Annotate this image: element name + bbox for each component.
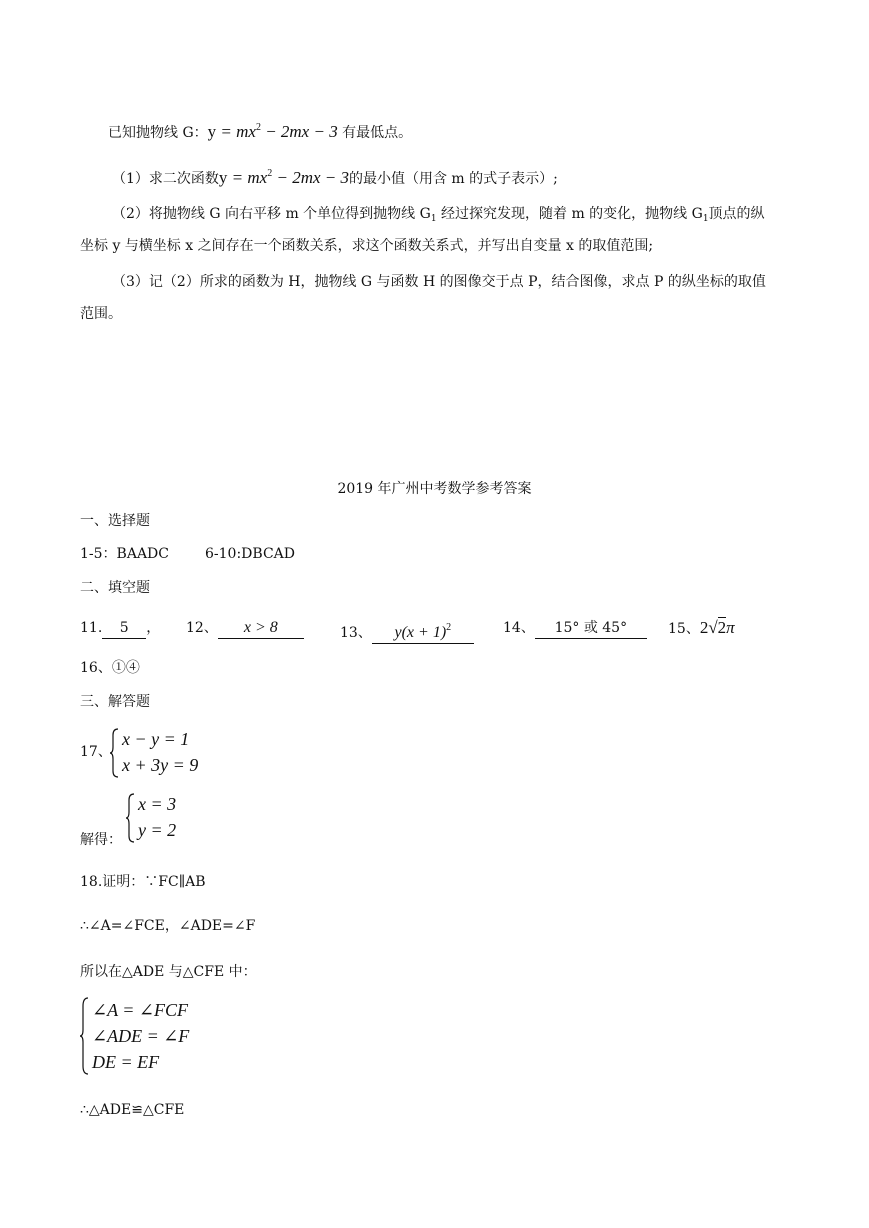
sqrt-icon: √: [708, 618, 718, 637]
q15-label: 15、: [668, 621, 700, 637]
part1-formula-mx: = mx: [227, 168, 268, 187]
intro-formula-rest: − 2mx − 3: [260, 122, 338, 141]
part1-formula-y: y: [218, 168, 228, 187]
solve-label: 解得：: [80, 832, 122, 848]
q17-eq2: x + 3y = 9: [122, 755, 199, 775]
q12: [186, 618, 304, 639]
section-choice-heading: 一、选择题: [80, 513, 150, 529]
q15-coef: 2: [699, 618, 709, 637]
sol-eq2: y = 2: [138, 820, 177, 840]
q11-label: 11.: [80, 620, 103, 636]
problem-part1: [112, 164, 558, 189]
part1-formula: [219, 168, 349, 187]
q16: 16、①④: [80, 660, 140, 676]
q14-answer: 15° 或 45°: [535, 618, 647, 639]
part1-formula-rest: − 2mx − 3: [272, 168, 349, 187]
part2-text-b: 经过探究发现，随着 m 的变化，抛物线 G: [441, 206, 703, 222]
q17-label: 17、: [80, 744, 112, 760]
brace-icon: [126, 792, 136, 844]
q13-answer-exp: 2: [446, 622, 452, 633]
part1-suffix: 的最小值（用含 m 的式子表示）;: [348, 171, 558, 187]
q13-answer-text: y(x + 1): [394, 624, 447, 641]
q14-label: 14、: [503, 620, 535, 636]
intro-prefix: 已知抛物线 G：: [108, 125, 208, 141]
q18-line3: 所以在△ADE 与△CFE 中：: [80, 964, 257, 980]
intro-formula-exp: 2: [255, 122, 261, 133]
part2-sub-2: 1: [702, 214, 709, 224]
intro-suffix: 有最低点。: [342, 125, 413, 141]
q15-pi: π: [726, 618, 735, 637]
q13-label: 13、: [340, 625, 372, 641]
q17-system: [110, 727, 230, 779]
q18-line4: ∴△ADE≌△CFE: [80, 1102, 185, 1118]
q17-solution-system: [126, 792, 206, 844]
intro-formula-mx: = mx: [216, 122, 256, 141]
section-solution-heading: 三、解答题: [80, 694, 150, 710]
intro-formula-y: y: [207, 122, 217, 141]
intro-formula: [208, 122, 338, 141]
problem-part3-line2: 范围。: [80, 306, 122, 322]
choice-answers: [80, 544, 295, 564]
fill-answers-row: [80, 618, 160, 639]
q18-eq1: ∠A = ∠FCF: [92, 1000, 188, 1020]
choice-answers-1-5: 1-5：BAADC: [80, 546, 169, 562]
part2-text-c: 顶点的纵: [708, 206, 765, 222]
q15-radicand: 2: [717, 618, 727, 637]
part1-prefix: （1）求二次函数: [112, 171, 219, 187]
q15: [668, 618, 735, 639]
problem-part2-line2: 坐标 y 与横坐标 x 之间存在一个函数关系，求这个函数关系式，并写出自变量 x 的取值范围;: [80, 238, 654, 254]
brace-icon: [80, 996, 90, 1076]
problem-part3-line1: （3）记（2）所求的函数为 H，抛物线 G 与函数 H 的图像交于点 P，结合图像，求点 P 的纵坐标的取值: [112, 274, 766, 290]
q13: [340, 618, 474, 644]
problem-intro: [108, 118, 412, 143]
part2-sub-1: 1: [430, 214, 437, 224]
q12-label: 12、: [186, 620, 218, 636]
brace-icon: [110, 727, 120, 779]
problem-part2-line1: [112, 204, 765, 229]
q11-comma: ，: [146, 620, 161, 636]
q12-answer: x > 8: [218, 618, 304, 639]
answers-title: 2019 年广州中考数学参考答案: [337, 481, 532, 497]
q18-eq3: DE = EF: [92, 1052, 160, 1072]
q18-eq2: ∠ADE = ∠F: [92, 1026, 190, 1046]
q18-system: [80, 996, 240, 1076]
q18-line2: ∴∠A=∠FCE，∠ADE=∠F: [80, 918, 256, 934]
q15-answer: [700, 617, 735, 637]
section-fill-heading: 二、填空题: [80, 580, 150, 596]
q13-answer: [372, 618, 474, 644]
sol-eq1: x = 3: [138, 794, 177, 814]
q18-line1: 18.证明：∵FC∥AB: [80, 874, 206, 890]
part2-text-a: （2）将抛物线 G 向右平移 m 个单位得到抛物线 G: [112, 206, 431, 222]
part1-formula-exp: 2: [267, 168, 273, 179]
q14: [503, 618, 647, 639]
q11-answer: 5: [102, 618, 146, 639]
q17-eq1: x − y = 1: [122, 729, 190, 749]
choice-answers-6-10: 6-10:DBCAD: [205, 546, 295, 562]
